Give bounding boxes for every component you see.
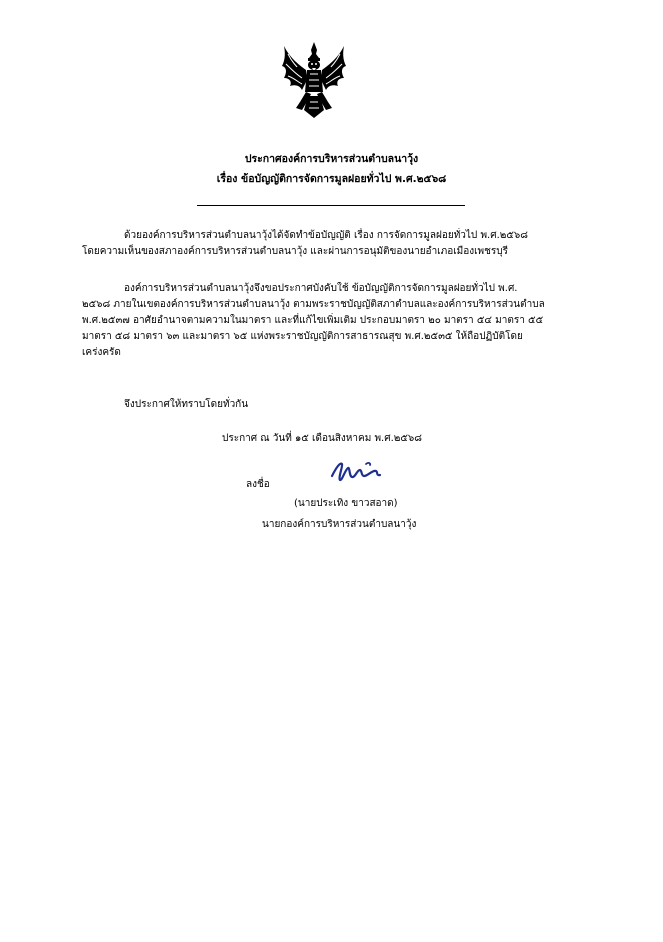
announcement-date: ประกาศ ณ วันที่ ๑๕ เดือนสิงหาคม พ.ศ.๒๕๖๘ xyxy=(222,433,422,444)
signer-name: (นายประเทิง ขาวสอาด) xyxy=(294,498,398,509)
paragraph-line: โดยความเห็นของสภาองค์การบริหารส่วนตำบลนาวุ้ง และผ่านการอนุมัติของนายอำเภอเมืองเพชรบุรี xyxy=(82,246,508,257)
paragraph-line: มาตรา ๕๘ มาตรา ๖๓ และมาตรา ๖๕ แห่งพระราชบัญญัติการสาธารณสุข พ.ศ.๒๕๓๕ ให้ถือปฏิบัติโดย xyxy=(82,331,523,342)
paragraph-introduction xyxy=(82,228,620,260)
handwritten-signature xyxy=(326,458,386,486)
signature-label: ลงชื่อ xyxy=(246,479,270,490)
garuda-emblem-icon xyxy=(280,40,348,120)
title-divider xyxy=(197,205,465,206)
announcement-title: ประกาศองค์การบริหารส่วนตำบลนาวุ้ง xyxy=(244,153,419,165)
signer-position: นายกองค์การบริหารส่วนตำบลนาวุ้ง xyxy=(262,519,417,530)
closing-statement: จึงประกาศให้ทราบโดยทั่วกัน xyxy=(124,399,249,410)
paragraph-line: ๒๕๖๘ ภายในเขตองค์การบริหารส่วนตำบลนาวุ้ง ตามพระราชบัญญัติสภาตำบลและองค์การบริหารส่วนตำบล xyxy=(82,299,545,310)
paragraph-line: ด้วยองค์การบริหารส่วนตำบลนาวุ้งได้จัดทำข้อบัญญัติ เรื่อง การจัดการมูลฝอยทั่วไป พ.ศ.๒๕๖๘ xyxy=(124,230,528,241)
paragraph-enforcement xyxy=(82,281,620,361)
announcement-subject: เรื่อง ข้อบัญญัติการจัดการมูลฝอยทั่วไป พ.ศ.๒๕๖๘ xyxy=(216,173,447,185)
paragraph-line: เคร่งครัด xyxy=(82,347,121,358)
paragraph-line: องค์การบริหารส่วนตำบลนาวุ้งจึงขอประกาศบังคับใช้ ข้อบัญญัติการจัดการมูลฝอยทั่วไป พ.ศ. xyxy=(124,283,518,294)
paragraph-line: พ.ศ.๒๕๓๗ อาศัยอำนาจตามความในมาตรา และที่แก้ไขเพิ่มเติม ประกอบมาตรา ๒๐ มาตรา ๕๔ มาตรา ๕๕ xyxy=(82,315,544,326)
